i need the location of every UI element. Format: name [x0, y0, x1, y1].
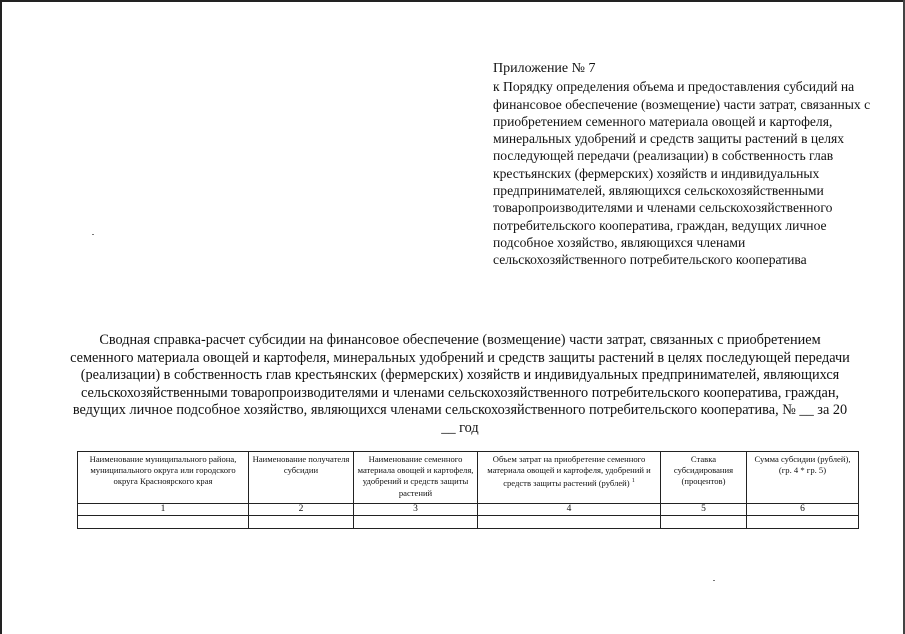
- table-cell: [78, 516, 249, 529]
- column-number: 6: [747, 504, 859, 516]
- footnote-mark: 1: [631, 478, 635, 485]
- table-number-row: [78, 504, 859, 516]
- header-material: Наименование семенного материала овощей и картофеля, удобрений и средств защиты растений: [354, 452, 478, 504]
- table-cell: [354, 516, 478, 529]
- scan-speck: [713, 580, 715, 581]
- header-costs-text: Объем затрат на приобретение семенного материала овощей и картофеля, удобрений и средств защиты растений (рублей): [487, 454, 651, 489]
- scan-border-left: [0, 0, 2, 634]
- column-number: 5: [661, 504, 747, 516]
- header-sum: Сумма субсидии (рублей), (гр. 4 * гр. 5): [747, 452, 859, 504]
- table-cell: [661, 516, 747, 529]
- header-recipient: Наименование получателя субсидии: [249, 452, 354, 504]
- column-number: 2: [249, 504, 354, 516]
- scan-border-top: [0, 0, 905, 2]
- column-number: 4: [478, 504, 661, 516]
- column-number: 1: [78, 504, 249, 516]
- appendix-title: Приложение № 7: [493, 61, 596, 76]
- header-costs: [478, 452, 661, 504]
- document-title: Сводная справка-расчет субсидии на финансовое обеспечение (возмещение) части затрат, связанных с приобретением семенного материала овощей и картофеля, минеральных удобрений и средств защиты растений в целях последующей передачи (реализации) в собственность глав крестьянских (фермерских) хозяйств и индивидуальных предпринимателей, являющихся сельскохозяйственными товаропроизводителями и членами сельскохозяйственного потребительского кооператива, граждан, ведущих личное подсобное хозяйство, являющихся членами сельскохозяйственного потребительского кооператива, № __ за 20 __ год: [70, 332, 850, 436]
- table-cell: [747, 516, 859, 529]
- header-district: Наименование муниципального района, муниципального округа или городского округа Красноярского края: [78, 452, 249, 504]
- appendix-text: к Порядку определения объема и предоставления субсидий на финансовое обеспечение (возмещение) части затрат, связанных с приобретением семенного материала овощей и картофеля, минеральных удобрений и средств защиты растений в целях последующей передачи (реализации) в собственность глав крестьянских (фермерских) хозяйств и индивидуальных предпринимателей, являющихся сельскохозяйственными товаропроизводителями и членами сельскохозяйственного потребительского кооператива, граждан, ведущих личное подсобное хозяйство, являющихся членами сельскохозяйственного потребительского кооператива: [493, 79, 871, 268]
- table-cell: [249, 516, 354, 529]
- column-number: 3: [354, 504, 478, 516]
- appendix-block: [493, 60, 873, 269]
- scan-speck: [92, 234, 94, 235]
- table-header-row: [78, 452, 859, 504]
- table-cell: [478, 516, 661, 529]
- header-rate: Ставка субсидирования (процентов): [661, 452, 747, 504]
- subsidy-table: [77, 451, 859, 529]
- table-empty-row: [78, 516, 859, 529]
